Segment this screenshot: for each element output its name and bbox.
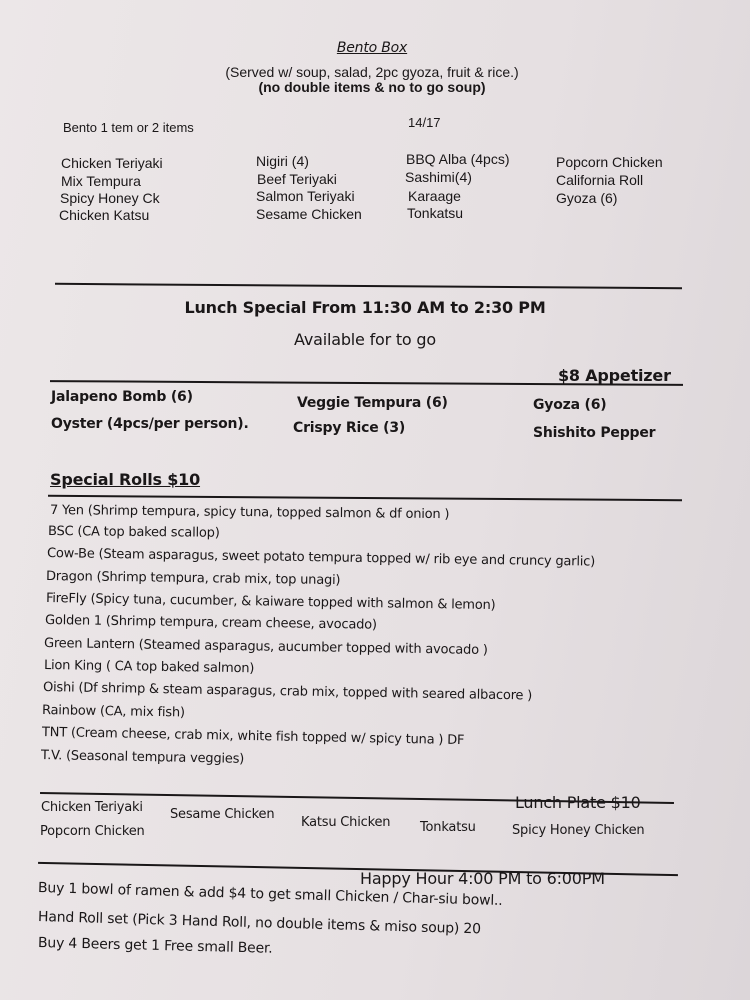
bento-item: BBQ Alba (4pcs) — [406, 151, 510, 167]
bento-item: Sashimi(4) — [405, 169, 472, 185]
roll-item: Golden 1 (Shrimp tempura, cream cheese, avocado) — [44, 613, 377, 633]
appetizer-item: Crispy Rice (3) — [293, 420, 406, 436]
bento-item: Gyoza (6) — [556, 190, 618, 206]
lunch-plate-item: Chicken Teriyaki — [41, 800, 143, 815]
bento-price: 14/17 — [408, 115, 441, 130]
bento-item: Sesame Chicken — [256, 206, 362, 222]
roll-item: TNT (Cream cheese, crab mix, white fish topped w/ spicy tuna ) DF — [41, 725, 465, 749]
roll-item: Dragon (Shrimp tempura, crab mix, top unagi) — [45, 569, 341, 589]
lunch-special-title: Lunch Special From 11:30 AM to 2:30 PM — [184, 298, 546, 317]
bento-served: (Served w/ soup, salad, 2pc gyoza, fruit & rice.) — [225, 64, 519, 80]
happy-hour-item: Buy 1 bowl of ramen & add $4 to get small Chicken / Char-siu bowl.. — [37, 880, 503, 909]
bento-note: (no double items & no to go soup) — [258, 79, 486, 95]
bento-option-label: Bento 1 tem or 2 items — [63, 120, 194, 135]
bento-title: Bento Box — [336, 40, 408, 56]
bento-item: Mix Tempura — [61, 173, 141, 189]
roll-item: T.V. (Seasonal tempura veggies) — [40, 748, 245, 767]
appetizer-item: Gyoza (6) — [533, 397, 607, 413]
divider — [48, 495, 682, 501]
lunch-plate-item: Spicy Honey Chicken — [512, 823, 645, 838]
roll-item: FireFly (Spicy tuna, cucumber, & kaiware topped with salmon & lemon) — [45, 591, 496, 614]
lunch-plate-title: Lunch Plate $10 — [515, 793, 641, 812]
bento-item: Tonkatsu — [407, 205, 464, 221]
roll-item: Lion King ( CA top baked salmon) — [43, 658, 255, 677]
roll-item: Green Lantern (Steamed asparagus, aucumber topped with avocado ) — [43, 636, 488, 658]
lunch-plate-item: Sesame Chicken — [170, 807, 275, 822]
bento-item: Karaage — [408, 188, 461, 204]
lunch-special-subtitle: Available for to go — [294, 330, 436, 349]
appetizer-title: $8 Appetizer — [558, 366, 671, 385]
bento-item: California Roll — [556, 172, 644, 188]
lunch-plate-item: Popcorn Chicken — [40, 824, 145, 839]
roll-item: Cow-Be (Steam asparagus, sweet potato tempura topped w/ rib eye and cruncy garlic) — [46, 546, 596, 570]
appetizer-item: Jalapeno Bomb (6) — [51, 389, 193, 405]
appetizer-item: Shishito Pepper — [533, 425, 656, 441]
bento-item: Beef Teriyaki — [257, 171, 337, 187]
special-rolls-title: Special Rolls $10 — [50, 470, 201, 489]
appetizer-item: Oyster (4pcs/per person). — [51, 416, 249, 432]
roll-item: 7 Yen (Shrimp tempura, spicy tuna, topped salmon & df onion ) — [49, 503, 450, 523]
bento-item: Popcorn Chicken — [556, 154, 663, 170]
happy-hour-item: Buy 4 Beers get 1 Free small Beer. — [37, 935, 273, 957]
lunch-plate-item: Tonkatsu — [420, 820, 476, 835]
happy-hour-item: Hand Roll set (Pick 3 Hand Roll, no double items & miso soup) 20 — [37, 909, 482, 938]
happy-hour-title: Happy Hour 4:00 PM to 6:00PM — [360, 869, 605, 888]
lunch-plate-item: Katsu Chicken — [301, 815, 391, 830]
roll-item: BSC (CA top baked scallop) — [47, 524, 220, 541]
bento-item: Chicken Katsu — [59, 207, 150, 223]
roll-item: Rainbow (CA, mix fish) — [41, 703, 185, 721]
roll-item: Oishi (Df shrimp & steam asparagus, crab mix, topped with seared albacore ) — [42, 680, 533, 704]
appetizer-item: Veggie Tempura (6) — [297, 395, 448, 411]
bento-item: Salmon Teriyaki — [256, 188, 355, 204]
divider — [55, 283, 682, 289]
bento-item: Spicy Honey Ck — [60, 190, 160, 206]
bento-item: Chicken Teriyaki — [61, 155, 163, 171]
bento-item: Nigiri (4) — [256, 153, 309, 169]
